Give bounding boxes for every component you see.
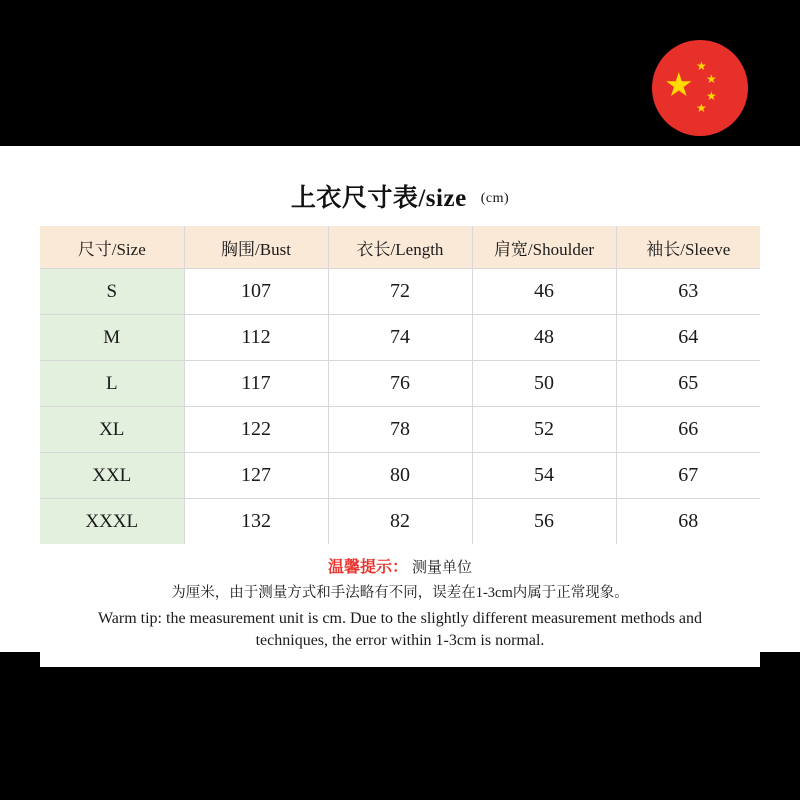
- cell-bust: 132: [184, 499, 328, 545]
- warm-tip-chinese: 为厘米，由于测量方式和手法略有不同，误差在1-3cm内属于正常现象。: [171, 585, 629, 601]
- size-chart: [40, 160, 760, 667]
- cell-bust: 117: [184, 361, 328, 407]
- warm-tip-english-line-1: Warm tip: the measurement unit is cm. Due to the slightly different measurement methods and: [97, 610, 703, 627]
- cell-length: 80: [328, 453, 472, 499]
- table-row: [40, 361, 760, 407]
- cell-sleeve: 63: [616, 269, 760, 315]
- table-row: [40, 499, 760, 545]
- size-table-body: [40, 269, 760, 545]
- column-header-shoulder: 肩宽/Shoulder: [472, 226, 616, 269]
- cell-length: 76: [328, 361, 472, 407]
- cell-sleeve: 64: [616, 315, 760, 361]
- chart-unit-label: (cm): [480, 191, 510, 206]
- flag-star-large: ★: [664, 65, 694, 104]
- flag-star-small-4: ★: [696, 101, 707, 115]
- warm-tip-heading: [46, 554, 754, 577]
- table-row: [40, 269, 760, 315]
- cell-bust: 127: [184, 453, 328, 499]
- warm-tip-english-line-2: techniques, the error within 1-3cm is normal.: [255, 631, 545, 649]
- cell-shoulder: 48: [472, 315, 616, 361]
- size-table: [40, 226, 760, 544]
- table-row: [40, 315, 760, 361]
- cell-shoulder: 46: [472, 269, 616, 315]
- table-header-row: [40, 226, 760, 269]
- cell-bust: 112: [184, 315, 328, 361]
- cell-sleeve: 67: [616, 453, 760, 499]
- flag-star-small-1: ★: [696, 59, 707, 73]
- warm-tip-unit-label: 测量单位: [412, 560, 473, 576]
- flag-star-small-2: ★: [706, 72, 717, 86]
- chart-title: [40, 160, 760, 226]
- cell-size: L: [40, 361, 184, 407]
- flag-star-small-3: ★: [706, 89, 717, 103]
- cell-length: 78: [328, 407, 472, 453]
- cell-size: XXL: [40, 453, 184, 499]
- china-flag-badge: [652, 40, 748, 136]
- warm-tip-label: 温馨提示：: [327, 559, 408, 576]
- column-header-length: 衣长/Length: [328, 226, 472, 269]
- cell-size: S: [40, 269, 184, 315]
- cell-shoulder: 56: [472, 499, 616, 545]
- cell-sleeve: 66: [616, 407, 760, 453]
- cell-shoulder: 50: [472, 361, 616, 407]
- cell-bust: 107: [184, 269, 328, 315]
- cell-size: XL: [40, 407, 184, 453]
- cell-size: M: [40, 315, 184, 361]
- size-table-head: [40, 226, 760, 269]
- column-header-bust: 胸围/Bust: [184, 226, 328, 269]
- column-header-size: 尺寸/Size: [40, 226, 184, 269]
- cell-sleeve: 65: [616, 361, 760, 407]
- cell-length: 72: [328, 269, 472, 315]
- table-row: [40, 453, 760, 499]
- cell-size: XXXL: [40, 499, 184, 545]
- cell-length: 82: [328, 499, 472, 545]
- cell-shoulder: 52: [472, 407, 616, 453]
- column-header-sleeve: 袖长/Sleeve: [616, 226, 760, 269]
- table-row: [40, 407, 760, 453]
- warm-tip-block: [40, 544, 760, 667]
- cell-length: 74: [328, 315, 472, 361]
- cell-bust: 122: [184, 407, 328, 453]
- cell-shoulder: 54: [472, 453, 616, 499]
- chart-title-text: 上衣尺寸表/size: [290, 185, 467, 212]
- cell-sleeve: 68: [616, 499, 760, 545]
